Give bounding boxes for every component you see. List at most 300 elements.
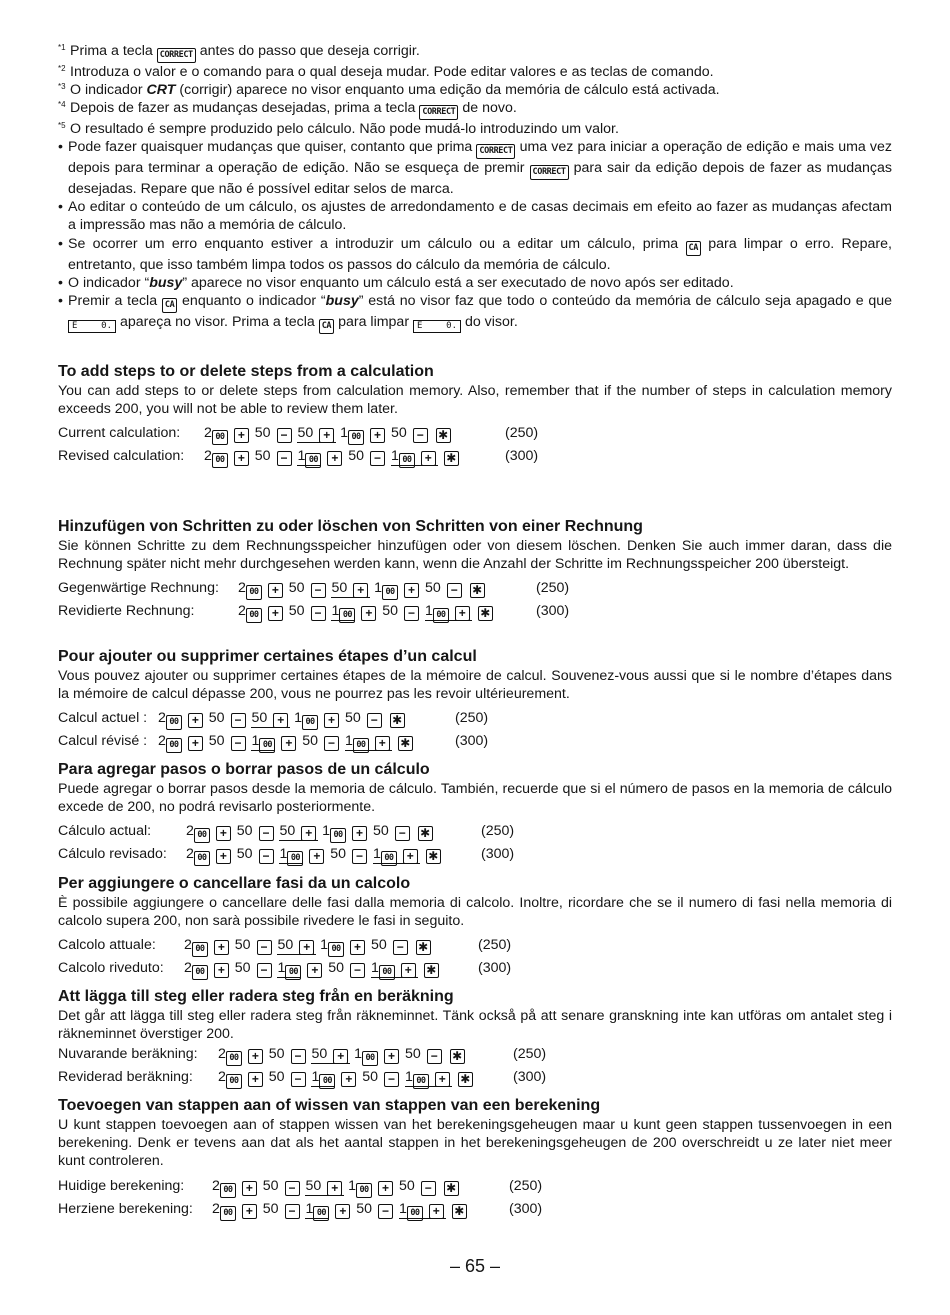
revised-calculation-label: Cálculo revisado: [58,846,167,863]
sequence-number: 1 [277,960,286,977]
section-heading: Toevoegen van stappen aan of wissen van stappen van een berekening [58,1097,601,1114]
sequence-number: 50 [208,710,225,727]
minus-key-icon: − [378,1204,393,1219]
note-2: *2 Introduza o valor e o comando para o qual deseja mudar. Pode editar valores e as teclas de comando. [58,64,714,80]
current-calculation-label: Cálculo actual: [58,823,152,840]
revised-calculation-label: Revised calculation: [58,448,185,465]
revised-key-sequence [238,600,495,623]
bullet-1: • Pode fazer quaisquer mudanças que quiser, contanto que prima CORRECT uma vez para iniciar a operação de edição e mais uma vez depois para terminar a operação de edição. Não se esqueça de premir CORRECT para sair da edição depois de fazer as mudanças desejadas. Repare que não é possível editar selos de marca. [58,138,892,198]
sequence-number: 1 [251,733,260,750]
multiply-key-icon: ✱ [424,963,439,978]
minus-key-icon: − [285,1181,300,1196]
double-zero-key-icon: 00 [330,828,346,843]
section-heading: Per aggiungere o cancellare fasi da un calcolo [58,875,411,892]
revised-total: (300) [481,846,515,863]
minus-key-icon: − [259,826,274,841]
plus-key-icon: + [353,583,368,598]
inserted-steps [345,733,392,751]
current-calculation-row [58,577,892,600]
sequence-number: 1 [322,823,331,840]
plus-key-icon: + [309,849,324,864]
double-zero-key-icon: 00 [305,453,321,468]
current-total: (250) [505,425,539,442]
sequence-number: 50 [262,1177,279,1194]
sequence-number: 1 [294,710,303,727]
current-total: (250) [478,937,512,954]
section-nl [58,1096,892,1221]
double-zero-key-icon: 00 [212,453,228,468]
sequence-number: 50 [372,823,389,840]
sequence-number: 50 [305,1177,322,1194]
double-zero-key-icon: 00 [348,430,364,445]
inserted-steps [311,1069,335,1087]
multiply-key-icon: ✱ [398,736,413,751]
note-1: *1 Prima a tecla CORRECT antes do passo que deseja corrigir. [58,42,892,63]
minus-key-icon: − [285,1204,300,1219]
current-calculation-label: Nuvarande beräkning: [58,1046,198,1063]
double-zero-key-icon: 00 [381,851,397,866]
plus-key-icon: + [350,940,365,955]
page-content [58,42,893,1218]
current-total: (250) [509,1177,543,1194]
inserted-steps [399,1201,446,1219]
revised-calculation-label: Calcolo riveduto: [58,960,164,977]
revised-total: (300) [513,1069,547,1086]
sequence-number: 2 [238,603,246,620]
double-zero-key-icon: 00 [166,738,182,753]
sequence-number: 50 [297,425,314,442]
plus-key-icon: + [214,940,229,955]
sequence-number: 50 [234,960,251,977]
plus-key-icon: + [333,1049,348,1064]
sequence-number: 1 [390,448,399,465]
sequence-number: 2 [212,1200,220,1217]
sequence-number: 2 [184,937,192,954]
sequence-number: 50 [251,710,268,727]
revised-total: (300) [505,448,539,465]
ca-key-icon: CA [686,241,701,256]
sequence-number: 50 [277,937,294,954]
plus-key-icon: + [401,963,416,978]
sequence-number: 2 [158,733,166,750]
revised-calculation-row [58,445,892,468]
note-5: *5 O resultado é sempre produzido pelo cálculo. Não pode mudá-lo introduzindo um valor. [58,121,619,138]
inserted-steps [391,448,438,466]
multiply-key-icon: ✱ [444,451,459,466]
minus-key-icon: − [257,940,272,955]
minus-key-icon: − [393,940,408,955]
plus-key-icon: + [327,1181,342,1196]
plus-key-icon: + [216,826,231,841]
inserted-steps [373,846,420,864]
inserted-steps [311,1046,350,1064]
plus-key-icon: + [421,451,436,466]
section-paragraph: Vous pouvez ajouter ou supprimer certaines étapes de la mémoire de calcul. Souvenez-vous aussi que si le nombre d’étapes dans la mémoire de calcul dépasse 200, vous ne pourrez pas les revoir ultérieurement. [58,668,892,703]
section-es [58,760,892,866]
ca-key-icon: CA [162,298,177,313]
double-zero-key-icon: 00 [212,430,228,445]
section-it [58,874,892,980]
plus-key-icon: + [429,1204,444,1219]
section-paragraph: Det går att lägga till steg eller radera steg från räkneminnet. Tänk också på att senare granskning inte kan utföras om antalet steg i räkneminnet överstiger 200. [58,1008,892,1043]
double-zero-key-icon: 00 [287,851,303,866]
double-zero-key-icon: 00 [220,1206,236,1221]
minus-key-icon: − [231,713,246,728]
sequence-number: 50 [234,937,251,954]
revised-key-sequence [212,1198,469,1221]
current-key-sequence [184,934,433,957]
double-zero-key-icon: 00 [302,715,318,730]
minus-key-icon: − [324,736,339,751]
correct-key-icon: CORRECT [476,144,515,159]
sequence-number: 50 [302,733,319,750]
plus-key-icon: + [375,736,390,751]
plus-key-icon: + [242,1204,257,1219]
current-calculation-label: Current calculation: [58,425,181,442]
revised-key-sequence [204,445,461,468]
multiply-key-icon: ✱ [436,428,451,443]
current-calculation-row [58,1175,892,1198]
portuguese-notes [58,42,892,334]
double-zero-key-icon: 00 [353,738,369,753]
plus-key-icon: + [188,713,203,728]
plus-key-icon: + [403,849,418,864]
sequence-number: 50 [268,1046,285,1063]
sequence-number: 1 [305,1200,314,1217]
current-total: (250) [536,580,570,597]
double-zero-key-icon: 00 [399,453,415,468]
inserted-steps [279,846,303,864]
revised-calculation-row [58,1066,892,1089]
minus-key-icon: − [257,963,272,978]
sequence-number: 1 [370,960,379,977]
minus-key-icon: − [291,1049,306,1064]
sequence-number: 1 [320,937,329,954]
sequence-number: 2 [218,1069,226,1086]
section-de [58,517,892,623]
sequence-number: 2 [212,1177,220,1194]
plus-key-icon: + [404,583,419,598]
double-zero-key-icon: 00 [226,1051,242,1066]
double-zero-key-icon: 00 [339,608,355,623]
bullet-5: • Premir a tecla CA enquanto o indicador “busy” está no visor faz que todo o conteúdo da memória de cálculo seja apagado e que E 0. apareça no visor. Prima a tecla CA para limpar E 0. do visor. [58,292,892,334]
double-zero-key-icon: 00 [433,608,449,623]
sequence-number: 1 [348,1177,357,1194]
sequence-number: 2 [204,425,212,442]
revised-calculation-label: Calcul révisé : [58,733,148,750]
inserted-steps [425,603,472,621]
double-zero-key-icon: 00 [356,1183,372,1198]
double-zero-key-icon: 00 [362,1051,378,1066]
current-key-sequence [204,422,453,445]
section-heading: Pour ajouter ou supprimer certaines étapes d’un calcul [58,648,477,665]
plus-key-icon: + [384,1049,399,1064]
current-key-sequence [212,1175,461,1198]
section-en [58,362,892,468]
double-zero-key-icon: 00 [246,585,262,600]
revised-calculation-label: Herziene berekening: [58,1200,193,1217]
current-total: (250) [455,710,489,727]
minus-key-icon: − [447,583,462,598]
minus-key-icon: − [311,583,326,598]
multiply-key-icon: ✱ [444,1181,459,1196]
current-calculation-label: Gegenwärtige Rechnung: [58,580,219,597]
multiply-key-icon: ✱ [470,583,485,598]
section-fr [58,647,892,753]
sequence-number: 1 [297,448,306,465]
sequence-number: 2 [186,846,194,863]
plus-key-icon: + [281,736,296,751]
revised-key-sequence [218,1066,475,1089]
plus-key-icon: + [214,963,229,978]
lcd-error-icon: E 0. [68,320,116,333]
sequence-number: 2 [186,823,194,840]
sequence-number: 50 [356,1200,373,1217]
sequence-number: 50 [331,580,348,597]
current-calculation-label: Huidige berekening: [58,1177,185,1194]
plus-key-icon: + [319,428,334,443]
current-calculation-label: Calcul actuel : [58,710,148,727]
double-zero-key-icon: 00 [285,965,301,980]
minus-key-icon: − [277,428,292,443]
revised-calculation-row [58,957,892,980]
double-zero-key-icon: 00 [319,1074,335,1089]
sequence-number: 50 [398,1177,415,1194]
sequence-number: 50 [370,937,387,954]
section-heading: Para agregar pasos o borrar pasos de un cálculo [58,761,430,778]
current-total: (250) [513,1046,547,1063]
section-paragraph: Sie können Schritte zu dem Rechnungsspeicher hinzufügen oder von diesem löschen. Denken Sie auch immer daran, dass die Rechnung später nicht mehr durchgesehen werden kann, wenn die Anzahl der Schritte im Rechnungsspeicher 200 übersteigt. [58,538,892,573]
sequence-number: 50 [424,580,441,597]
section-heading: To add steps to or delete steps from a calculation [58,363,434,380]
current-calculation-row [58,820,892,843]
revised-key-sequence [158,730,415,753]
plus-key-icon: + [216,849,231,864]
sequence-number: 50 [288,580,305,597]
bullet-2: • Ao editar o conteúdo de um cálculo, os ajustes de arredondamento e de casas decimais em efeito ao fazer as mudanças afectam a impressão mas não a memória de cálculo. [58,198,892,234]
multiply-key-icon: ✱ [426,849,441,864]
inserted-steps [277,937,316,955]
plus-key-icon: + [188,736,203,751]
current-calculation-label: Calcolo attuale: [58,937,156,954]
sequence-number: 50 [404,1046,421,1063]
multiply-key-icon: ✱ [416,940,431,955]
correct-key-icon: CORRECT [419,105,458,120]
current-calculation-row [58,934,892,957]
inserted-steps [371,960,418,978]
sequence-number: 1 [354,1046,363,1063]
revised-total: (300) [455,733,489,750]
sequence-number: 50 [328,960,345,977]
minus-key-icon: − [367,713,382,728]
plus-key-icon: + [307,963,322,978]
plus-key-icon: + [352,826,367,841]
minus-key-icon: − [259,849,274,864]
inserted-steps [279,823,318,841]
multiply-key-icon: ✱ [452,1204,467,1219]
current-calculation-row [58,1043,892,1066]
revised-key-sequence [184,957,441,980]
minus-key-icon: − [370,451,385,466]
plus-key-icon: + [299,940,314,955]
minus-key-icon: − [421,1181,436,1196]
sequence-number: 2 [158,710,166,727]
section-heading: Hinzufügen von Schritten zu oder löschen von Schritten von einer Rechnung [58,518,643,535]
sequence-number: 50 [330,846,347,863]
double-zero-key-icon: 00 [192,942,208,957]
inserted-steps [251,733,275,751]
minus-key-icon: − [291,1072,306,1087]
sequence-number: 1 [279,846,288,863]
sequence-number: 1 [404,1069,413,1086]
double-zero-key-icon: 00 [382,585,398,600]
inserted-steps [405,1069,452,1087]
sequence-number: 1 [331,603,340,620]
multiply-key-icon: ✱ [418,826,433,841]
plus-key-icon: + [324,713,339,728]
minus-key-icon: − [231,736,246,751]
current-key-sequence [158,707,407,730]
sequence-number: 50 [254,425,271,442]
plus-key-icon: + [242,1181,257,1196]
sequence-number: 50 [268,1069,285,1086]
section-paragraph: Puede agregar o borrar pasos desde la memoria de cálculo. También, recuerde que si el número de pasos en la memoria de cálculo excede de 200, no podrá revisarlo posteriormente. [58,781,892,816]
sequence-number: 50 [236,846,253,863]
minus-key-icon: − [404,606,419,621]
plus-key-icon: + [268,583,283,598]
inserted-steps [331,580,370,598]
plus-key-icon: + [234,428,249,443]
plus-key-icon: + [248,1049,263,1064]
plus-key-icon: + [341,1072,356,1087]
sequence-number: 50 [382,603,399,620]
double-zero-key-icon: 00 [166,715,182,730]
double-zero-key-icon: 00 [220,1183,236,1198]
current-total: (250) [481,823,515,840]
double-zero-key-icon: 00 [379,965,395,980]
revised-total: (300) [509,1200,543,1217]
sequence-number: 1 [374,580,383,597]
double-zero-key-icon: 00 [192,965,208,980]
sequence-number: 1 [344,733,353,750]
current-key-sequence [218,1043,467,1066]
revised-calculation-row [58,600,892,623]
section-paragraph: È possibile aggiungere o cancellare delle fasi dalla memoria di calcolo. Inoltre, ricordare che se il numero di fasi nella memoria di calcolo supera 200, non sarà possibile rivedere le fasi in seguito. [58,895,892,930]
plus-key-icon: + [335,1204,350,1219]
revised-calculation-label: Revidierte Rechnung: [58,603,195,620]
inserted-steps [305,1201,329,1219]
double-zero-key-icon: 00 [259,738,275,753]
minus-key-icon: − [277,451,292,466]
multiply-key-icon: ✱ [390,713,405,728]
sequence-number: 50 [390,425,407,442]
sequence-number: 1 [398,1200,407,1217]
multiply-key-icon: ✱ [478,606,493,621]
sequence-number: 50 [311,1046,328,1063]
minus-key-icon: − [427,1049,442,1064]
section-heading: Att lägga till steg eller radera steg från en beräkning [58,988,454,1005]
current-calculation-row [58,422,892,445]
sequence-number: 50 [288,603,305,620]
minus-key-icon: − [311,606,326,621]
revised-calculation-row [58,1198,892,1221]
plus-key-icon: + [378,1181,393,1196]
plus-key-icon: + [327,451,342,466]
double-zero-key-icon: 00 [328,942,344,957]
revised-calculation-label: Reviderad beräkning: [58,1069,193,1086]
inserted-steps [331,603,355,621]
plus-key-icon: + [248,1072,263,1087]
double-zero-key-icon: 00 [194,851,210,866]
plus-key-icon: + [435,1072,450,1087]
section-paragraph: U kunt stappen toevoegen aan of stappen wissen van het berekeningsgeheugen maar u kunt geen stappen tussenvoegen in een berekening. Denk er tevens aan dat als het aantal stappen in het berekeningsgeheugen de 200 overschreidt u ze later niet meer kunt controleren. [58,1117,892,1170]
correct-key-icon: CORRECT [157,48,196,63]
sequence-number: 50 [348,448,365,465]
double-zero-key-icon: 00 [413,1074,429,1089]
plus-key-icon: + [370,428,385,443]
inserted-steps [297,448,321,466]
ca-key-icon: CA [319,319,334,334]
double-zero-key-icon: 00 [407,1206,423,1221]
sequence-number: 2 [204,448,212,465]
sequence-number: 2 [218,1046,226,1063]
minus-key-icon: − [350,963,365,978]
inserted-steps [251,710,290,728]
sequence-number: 50 [279,823,296,840]
sequence-number: 2 [238,580,246,597]
plus-key-icon: + [455,606,470,621]
double-zero-key-icon: 00 [194,828,210,843]
revised-key-sequence [186,843,443,866]
sequence-number: 1 [372,846,381,863]
sequence-number: 2 [184,960,192,977]
revised-total: (300) [478,960,512,977]
section-paragraph: You can add steps to or delete steps from calculation memory. Also, remember that if the number of steps in calculation memory exceeds 200, you will not be able to review them later. [58,383,892,418]
sequence-number: 1 [424,603,433,620]
sequence-number: 50 [262,1200,279,1217]
minus-key-icon: − [384,1072,399,1087]
current-calculation-row [58,707,892,730]
bullet-4: • O indicador “busy” aparece no visor enquanto um cálculo está a ser executado de novo após ser editado. [58,274,892,292]
double-zero-key-icon: 00 [246,608,262,623]
multiply-key-icon: ✱ [450,1049,465,1064]
revised-calculation-row [58,730,892,753]
current-key-sequence [186,820,435,843]
page-number: – 65 – [449,1256,501,1276]
sequence-number: 1 [340,425,349,442]
correct-key-icon: CORRECT [530,165,569,180]
minus-key-icon: − [352,849,367,864]
multiply-key-icon: ✱ [458,1072,473,1087]
sequence-number: 50 [236,823,253,840]
plus-key-icon: + [268,606,283,621]
sequence-number: 50 [208,733,225,750]
revised-calculation-row [58,843,892,866]
inserted-steps [305,1178,344,1196]
minus-key-icon: − [395,826,410,841]
revised-total: (300) [536,603,570,620]
bullet-3: • Se ocorrer um erro enquanto estiver a introduzir um cálculo ou a editar um cálculo, prima CA para limpar o erro. Repare, entretanto, que isso também limpa todos os passos do cálculo da memória de cálculo. [58,235,892,274]
sequence-number: 50 [344,710,361,727]
inserted-steps [297,425,336,443]
double-zero-key-icon: 00 [226,1074,242,1089]
sequence-number: 1 [311,1069,320,1086]
lcd-error-icon: E 0. [413,320,461,333]
current-key-sequence [238,577,487,600]
sequence-number: 50 [254,448,271,465]
note-3: *3 O indicador CRT (corrigir) aparece no visor enquanto uma edição da memória de cálculo está activada. [58,82,720,99]
plus-key-icon: + [273,713,288,728]
